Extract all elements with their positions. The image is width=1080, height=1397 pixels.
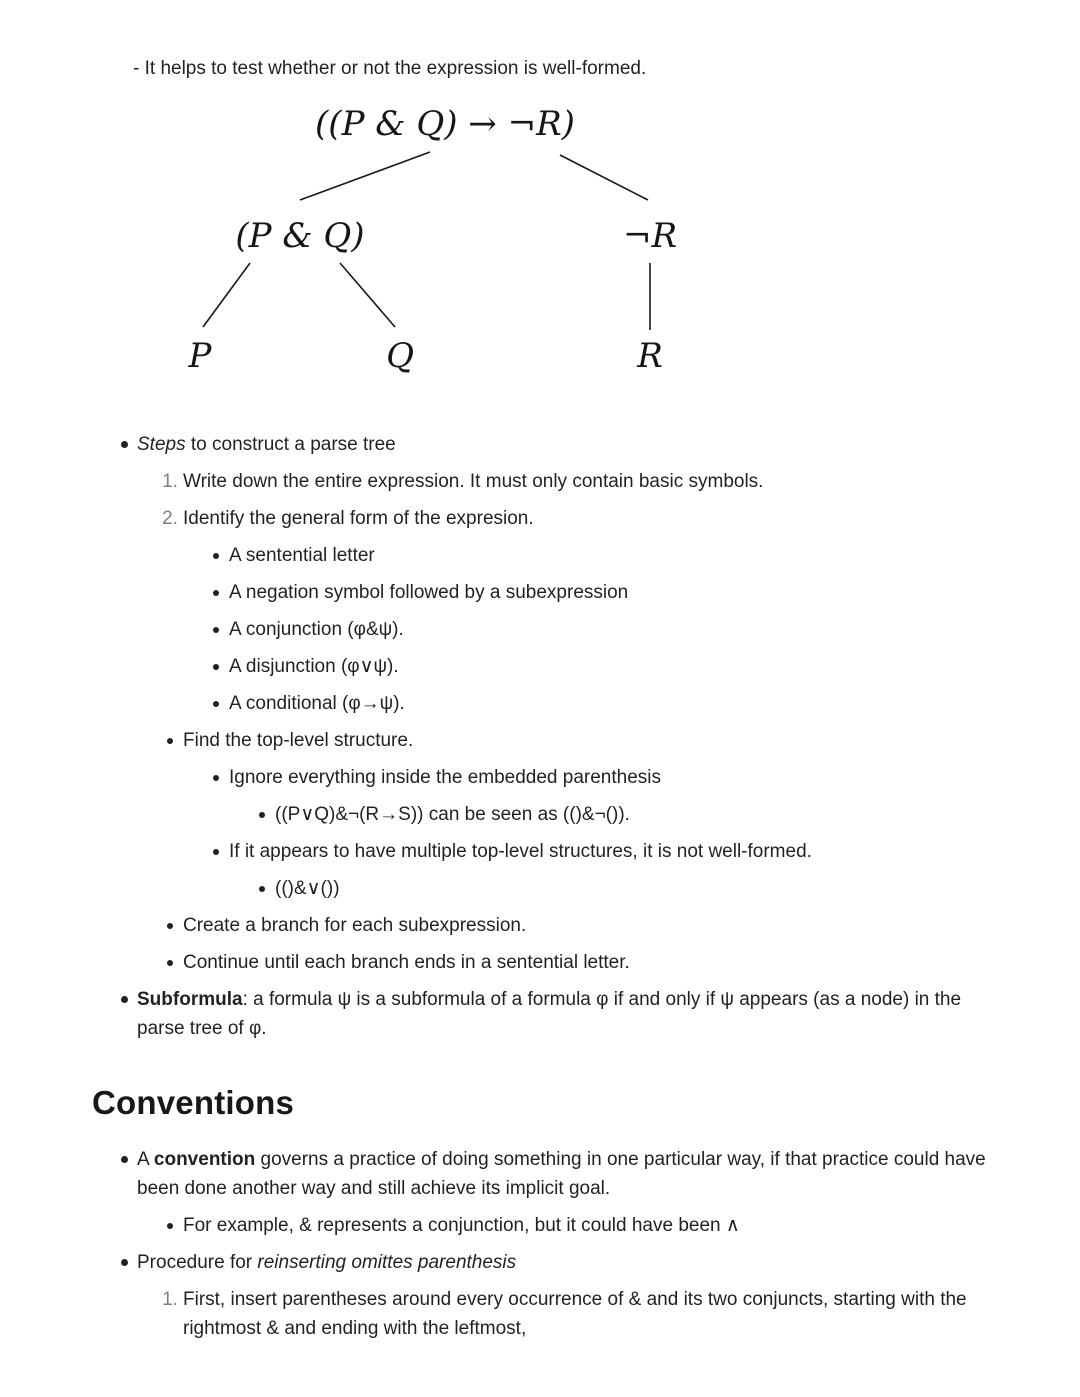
tree-node-right: ¬R xyxy=(622,216,678,256)
list-item-text: (()&∨()) xyxy=(275,878,340,899)
number-marker: 1. xyxy=(162,471,178,492)
list-item-form-conjunction xyxy=(203,611,988,648)
list-item-text: A disjunction (φ∨ψ). xyxy=(229,656,399,677)
list-item-form-negation xyxy=(203,574,988,611)
list-item-text: Subformula: a formula ψ is a subformula of a formula φ if and only if ψ appears (as a node) in the parse tree of φ. xyxy=(137,989,962,1039)
steps-list xyxy=(92,426,988,1047)
list-item-convention-example xyxy=(157,1207,988,1244)
list-item-multiple-example xyxy=(249,870,988,907)
list-item-text: Create a branch for each subexpression. xyxy=(183,915,527,936)
list-item-text: Identify the general form of the expresion. xyxy=(183,508,534,529)
list-item-procedure xyxy=(111,1244,988,1281)
parse-tree-image xyxy=(133,95,753,387)
conventions-list xyxy=(92,1141,988,1347)
list-item-convention-def xyxy=(111,1141,988,1207)
list-item-steps-title xyxy=(111,426,988,463)
bullet-icon xyxy=(203,763,229,781)
list-item-continue-branch xyxy=(157,944,988,981)
list-item-form-disjunction xyxy=(203,648,988,685)
list-item-text: Find the top-level structure. xyxy=(183,730,414,751)
list-item-text: ((P∨Q)&¬(R→S)) can be seen as (()&¬()). xyxy=(275,804,630,825)
list-item-text: A sentential letter xyxy=(229,545,375,566)
list-item-form-conditional xyxy=(203,685,988,722)
bullet-icon xyxy=(249,800,275,818)
parse-tree-figure xyxy=(133,95,988,396)
number-marker: 2. xyxy=(162,508,178,529)
tree-edge-root-left xyxy=(300,152,430,200)
bullet-icon xyxy=(157,948,183,966)
list-item-text: First, insert parentheses around every occurrence of & and its two conjuncts, starting with the rightmost & and ending with the leftmost, xyxy=(183,1289,967,1339)
list-item-form-sentential xyxy=(203,537,988,574)
bullet-icon xyxy=(203,837,229,855)
tree-edge-left-q xyxy=(340,263,395,327)
list-item-ignore-example xyxy=(249,796,988,833)
bullet-icon xyxy=(157,1211,183,1229)
bullet-icon xyxy=(111,1248,137,1266)
numbered-item-2 xyxy=(157,500,988,537)
list-item-ignore xyxy=(203,759,988,796)
bullet-icon xyxy=(203,689,229,707)
bullet-icon xyxy=(157,726,183,744)
numbered-item-procedure-1 xyxy=(157,1281,988,1347)
list-item-text: A conjunction (φ&ψ). xyxy=(229,619,404,640)
bullet-icon xyxy=(249,874,275,892)
tree-edge-left-p xyxy=(203,263,250,327)
bullet-icon xyxy=(157,911,183,929)
section-heading-conventions: Conventions xyxy=(92,1084,295,1121)
bullet-icon xyxy=(203,652,229,670)
list-item-text: If it appears to have multiple top-level structures, it is not well-formed. xyxy=(229,841,812,862)
list-item-text: Steps to construct a parse tree xyxy=(137,434,396,455)
bullet-icon xyxy=(203,541,229,559)
bullet-icon xyxy=(111,430,137,448)
list-item-text: A conditional (φ→ψ). xyxy=(229,693,405,714)
list-item-text: Procedure for reinserting omittes parenthesis xyxy=(137,1252,517,1273)
bullet-icon xyxy=(111,985,137,1003)
bullet-icon xyxy=(111,1145,137,1163)
list-item-create-branch xyxy=(157,907,988,944)
bullet-icon xyxy=(203,578,229,596)
list-item-text: For example, & represents a conjunction, but it could have been ∧ xyxy=(183,1215,740,1236)
tree-node-left: (P & Q) xyxy=(235,216,365,256)
list-item-subformula xyxy=(111,981,988,1047)
number-marker: 1. xyxy=(162,1289,178,1310)
tree-leaf-p: P xyxy=(188,336,212,376)
list-item-text: A negation symbol followed by a subexpression xyxy=(229,582,629,603)
intro-line: - It helps to test whether or not the expression is well-formed. xyxy=(133,58,647,79)
tree-leaf-r: R xyxy=(637,336,663,376)
list-item-text: Write down the entire expression. It must only contain basic symbols. xyxy=(183,471,764,492)
list-item-text: Continue until each branch ends in a sentential letter. xyxy=(183,952,630,973)
list-item-text: A convention governs a practice of doing something in one particular way, if that practice could have been done another way and still achieve its implicit goal. xyxy=(137,1149,986,1199)
list-item-multiple-top xyxy=(203,833,988,870)
tree-edge-root-right xyxy=(560,155,648,200)
bullet-icon xyxy=(203,615,229,633)
list-item-text: Ignore everything inside the embedded parenthesis xyxy=(229,767,662,788)
list-item-find-top xyxy=(157,722,988,759)
tree-node-root: ((P & Q) → ¬R) xyxy=(315,104,575,144)
tree-leaf-q: Q xyxy=(386,336,414,376)
numbered-item-1 xyxy=(157,463,988,500)
